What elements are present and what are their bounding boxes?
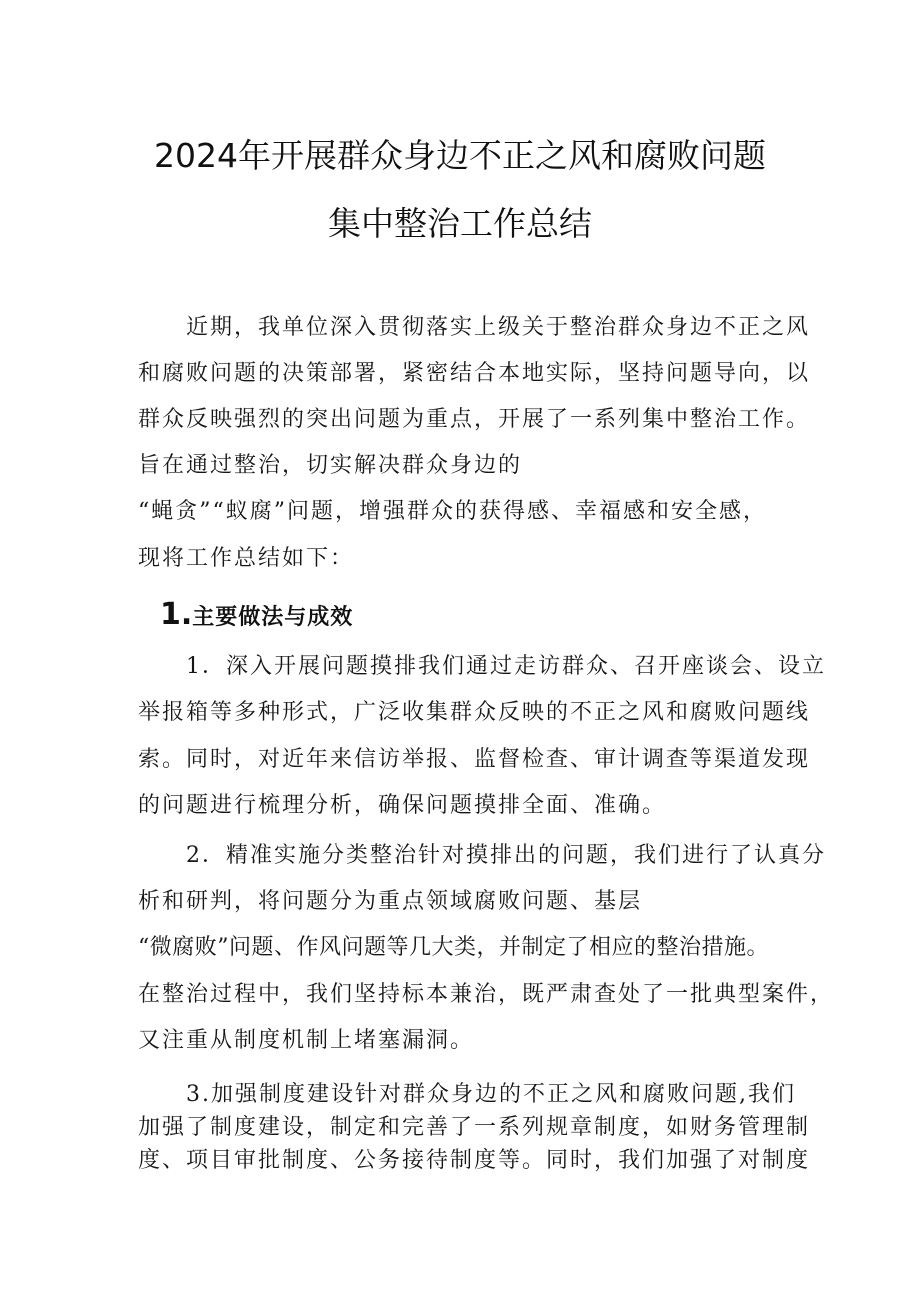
item2-line: 在整治过程中，我们坚持标本兼治，既严肃查处了一批典型案件，: [138, 982, 835, 1007]
section-number: 1.: [160, 597, 193, 632]
item1-line: 索。同时，对近年来信访举报、监督检查、审计调查等渠道发现: [138, 747, 811, 772]
document-title-line-1: 2024年开展群众身边不正之风和腐败问题: [154, 136, 766, 175]
item2-line: 2．精准实施分类整治针对摸排出的问题，我们进行了认真分: [186, 843, 826, 868]
intro-line: 和腐败问题的决策部署，紧密结合本地实际，坚持问题导向，以: [138, 361, 811, 386]
item2-line: 析和研判，将问题分为重点领域腐败问题、基层: [138, 889, 643, 914]
item1-line: 1．深入开展问题摸排我们通过走访群众、召开座谈会、设立: [186, 654, 826, 679]
intro-line: 群众反映强烈的突出问题为重点，开展了一系列集中整治工作。: [138, 407, 811, 432]
intro-line: 旨在通过整治，切实解决群众身边的: [138, 453, 523, 478]
item2-line: 又注重从制度机制上堵塞漏洞。: [138, 1028, 475, 1053]
item2-line: “微腐败”问题、作风问题等几大类，并制定了相应的整治措施。: [138, 935, 769, 960]
intro-line: 近期，我单位深入贯彻落实上级关于整治群众身边不正之风: [186, 315, 811, 340]
item3-line: 度、项目审批制度、公务接待制度等。同时，我们加强了对制度: [138, 1148, 811, 1173]
item3-line: 3.加强制度建设针对群众身边的不正之风和腐败问题,我们: [186, 1082, 796, 1107]
item1-line: 的问题进行梳理分析，确保问题摸排全面、准确。: [138, 793, 667, 818]
intro-line: 现将工作总结如下：: [138, 546, 355, 571]
item3-line: 加强了制度建设，制定和完善了一系列规章制度，如财务管理制: [138, 1115, 811, 1140]
section-heading: [160, 597, 353, 632]
item1-line: 举报箱等多种形式，广泛收集群众反映的不正之风和腐败问题线: [138, 700, 811, 725]
section-title: 主要做法与成效: [192, 605, 354, 630]
intro-line: “蝇贪”“蚁腐”问题，增强群众的获得感、幸福感和安全感，: [138, 499, 767, 524]
document-title-line-2: 集中整治工作总结: [328, 204, 592, 243]
